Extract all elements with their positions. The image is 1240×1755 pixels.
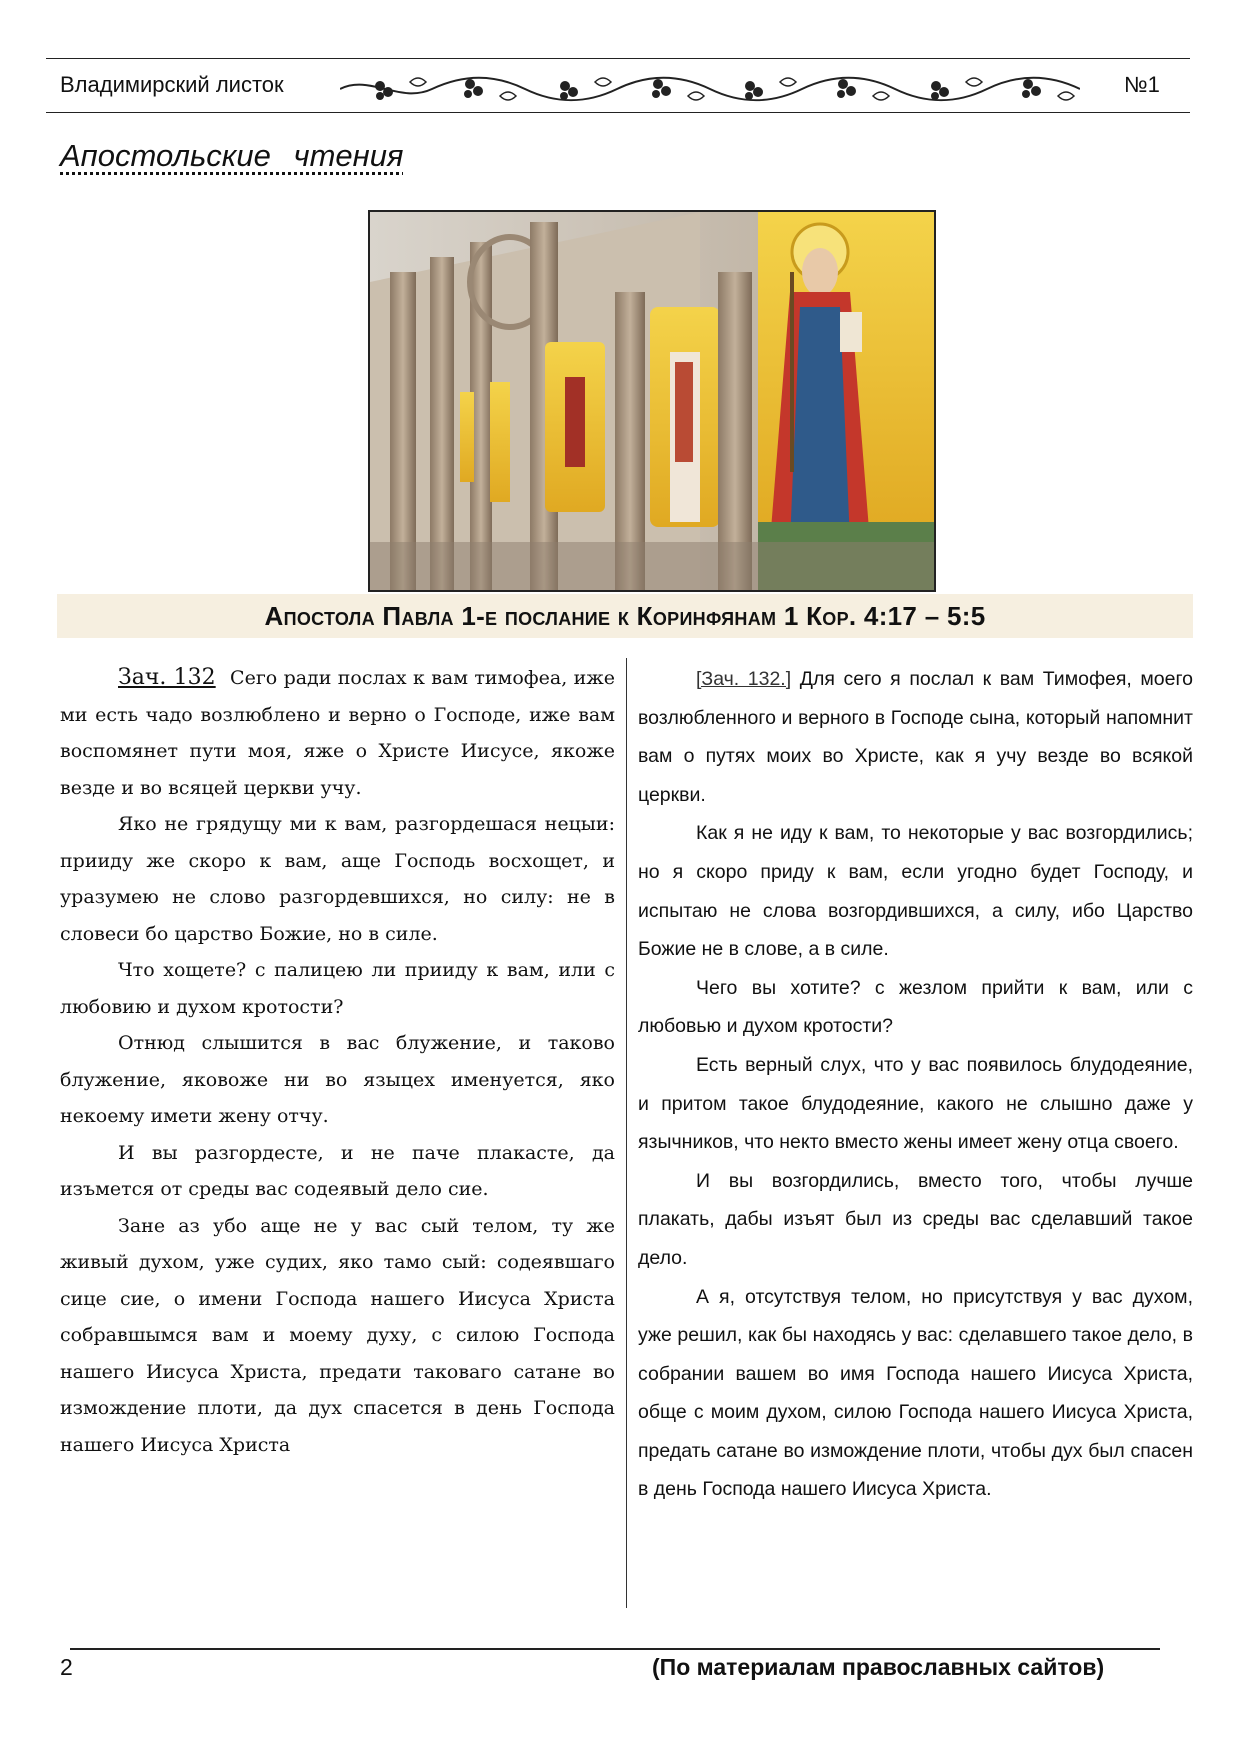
russian-paragraph: И вы возгордились, вместо того, чтобы лучше плакать, дабы изъят был из среды вас сделавший такое дело. bbox=[638, 1169, 1193, 1269]
russian-paragraph: Есть верный слух, что у вас появилось блудодеяние, и притом такое блудодеяние, какого не слышно даже у язычников, что некто вместо жены имеет жену отца своего. bbox=[638, 1053, 1193, 1154]
footer-rule bbox=[70, 1648, 1160, 1650]
russian-translation-column bbox=[638, 660, 1193, 1509]
banner-title: Апостола Павла 1-е послание к Коринфянам 1 Кор. 4:17 – 5:5 bbox=[264, 600, 986, 631]
issue-number: №1 bbox=[1124, 72, 1160, 97]
section-title: Апостольские чтения bbox=[60, 138, 404, 173]
zach-label: [Зач. 132.] bbox=[696, 668, 792, 690]
newsletter-title: Владимирский листок bbox=[60, 72, 284, 97]
slavonic-paragraph bbox=[60, 660, 615, 806]
column-divider bbox=[626, 658, 627, 1608]
slavonic-paragraph: Яко не грядущу ми к вам, разгордешася нецыи: прииду же скоро к вам, аще Господь восхощет, и уразумею не слово разгордевшихся, но силу: не в словеси бо царство Божие, но в силе. bbox=[60, 813, 615, 945]
header-top-rule bbox=[46, 58, 1190, 59]
slavonic-paragraph: Отнюд слышится в вас блужение, и таково блужение, яковоже ни во языцех именуется, яко некоему имети жену отчу. bbox=[60, 1032, 615, 1127]
russian-paragraph: Как я не иду к вам, то некоторые у вас возгордились; но я скоро приду к вам, если угодно будет Господу, и испытаю не слова возгордившихся, а силу, ибо Царство Божие не в слове, а в силе. bbox=[638, 822, 1193, 961]
slavonic-paragraph: Что хощете? с палицею ли прииду к вам, или с любовию и духом кротости? bbox=[60, 959, 615, 1018]
slavonic-text: Сего ради послах к вам тимофеа, иже ми есть чадо возлюблено и верно о Господе, иже вам воспомянет пути моя, яже о Христе Иисусе, якоже везде и во всяцей церкви учу. bbox=[60, 667, 615, 799]
slavonic-paragraph: Зане аз убо аще не у вас сый телом, ту же живый духом, уже судих, яко тамо сый: содеявшаго сице сие, о имени Господа нашего Иисуса Христа собравшымся вам и моему духу, с силою Господа нашего Иисуса Христа, предати таковаго сатане во измождение плоти, да дух спасется в день Господа нашего Иисуса Христа bbox=[60, 1214, 615, 1456]
grapevine-ornament-icon bbox=[340, 72, 1080, 106]
russian-paragraph: Чего вы хотите? с жезлом прийти к вам, или с любовью и духом кротости? bbox=[638, 976, 1193, 1038]
zach-label: Зач. 132 bbox=[118, 665, 216, 690]
page-number: 2 bbox=[60, 1654, 73, 1680]
header-bottom-rule bbox=[46, 112, 1190, 113]
russian-paragraph bbox=[638, 660, 1193, 814]
russian-paragraph: А я, отсутствуя телом, но присутствуя у вас духом, уже решил, как бы находясь у вас: сделавшего такое дело, в собрании вашем во имя Господа нашего Иисуса Христа, обще с моим духом, силою Господа нашего Иисуса Христа, предать сатане во измождение плоти, чтобы дух был спасен в день Господа нашего Иисуса Христа. bbox=[638, 1285, 1193, 1501]
church-slavonic-column bbox=[60, 660, 615, 1463]
slavonic-paragraph: И вы разгордесте, и не паче плакасте, да изъмется от среды вас содеявый дело сие. bbox=[60, 1141, 615, 1200]
reading-banner bbox=[57, 594, 1193, 638]
footer-source: (По материалам православных сайтов) bbox=[652, 1654, 1105, 1680]
iconostasis-photo bbox=[368, 210, 936, 592]
russian-text: Для сего я послал к вам Тимофея, моего возлюбленного и верного в Господе сына, который напомнит вам о путях моих во Христе, как я учу везде во всякой церкви. bbox=[638, 668, 1194, 806]
